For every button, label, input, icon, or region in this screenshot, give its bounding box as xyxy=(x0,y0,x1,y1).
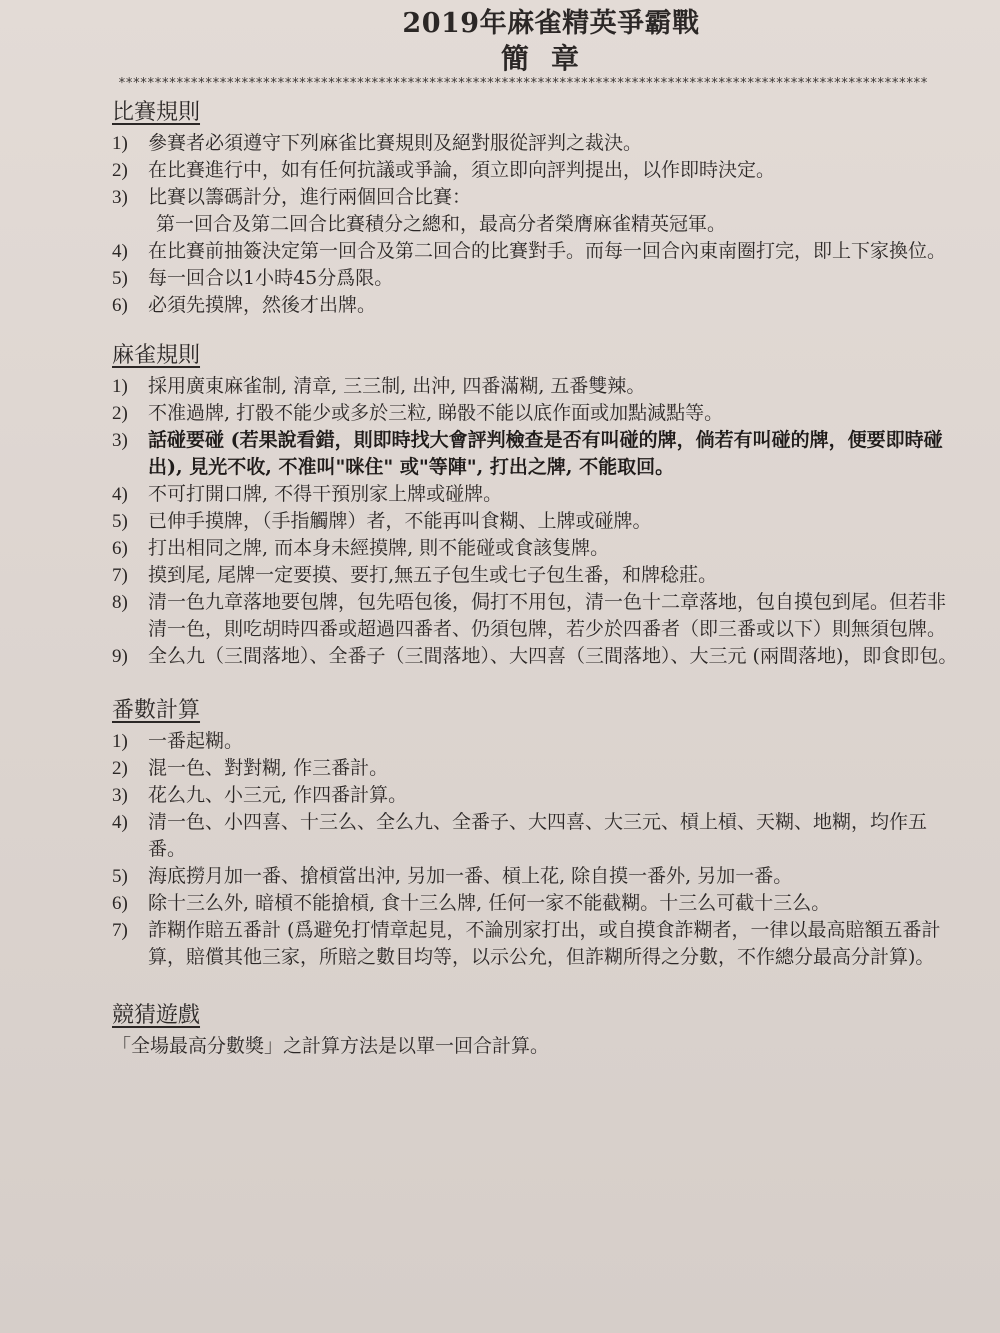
section-heading: 番數計算 xyxy=(112,698,201,723)
item-number: 2) xyxy=(112,758,128,779)
list-item xyxy=(112,157,960,184)
list-item xyxy=(112,755,960,782)
list-item xyxy=(112,400,960,427)
item-number: 3) xyxy=(112,430,128,451)
list-item xyxy=(112,782,960,809)
item-text: 清一色、小四喜、十三么、全么九、全番子、大四喜、大三元、槓上槓、天糊、地糊，均作五番。 xyxy=(148,811,928,860)
list-item xyxy=(112,508,960,535)
list-item xyxy=(112,809,960,863)
item-text: 必須先摸牌，然後才出牌。 xyxy=(148,294,377,316)
document-title: 2019年麻雀精英爭霸戰 xyxy=(402,8,700,39)
item-text: 在比賽前抽簽決定第一回合及第二回合的比賽對手。而每一回合內東南圈打完，即上下家換位。 xyxy=(148,240,947,262)
list-item xyxy=(112,373,960,400)
item-number: 8) xyxy=(112,592,128,613)
section-heading: 麻雀規則 xyxy=(112,343,201,368)
item-text: 比賽以籌碼計分，進行兩個回合比賽： xyxy=(148,186,472,208)
item-number: 5) xyxy=(112,268,128,289)
item-text: 全么九（三間落地）、全番子（三間落地）、大四喜（三間落地）、大三元 (兩間落地)，即食即包。 xyxy=(148,645,958,667)
list-item xyxy=(112,292,960,319)
section-guessing-game xyxy=(112,1001,960,1060)
item-text: 除十三么外, 暗槓不能搶槓, 食十三么牌, 任何一家不能截糊。十三么可截十三么。 xyxy=(148,892,831,914)
section-heading: 比賽規則 xyxy=(112,100,201,125)
item-text: 詐糊作賠五番計 (爲避免打情章起見，不論別家打出，或自摸食詐糊者，一律以最高賠額五番計算，賠償其他三家，所賠之數目均等，以示公允，但詐糊所得之分數，不作總分最高分計算)。 xyxy=(148,919,941,968)
item-text: 一番起糊。 xyxy=(148,730,244,752)
list-item xyxy=(112,481,960,508)
item-text: 參賽者必須遵守下列麻雀比賽規則及絕對服從評判之裁決。 xyxy=(148,132,643,154)
list-item xyxy=(112,238,960,265)
item-subtext: 第一回合及第二回合比賽積分之總和，最高分者榮膺麻雀精英冠軍。 xyxy=(156,213,727,235)
item-text: 話碰要碰 (若果說看錯，則即時找大會評判檢查是否有叫碰的牌，倘若有叫碰的牌，便要即時碰出), 見光不收, 不准叫"咪住" 或"等陣", 打出之牌, 不能取回。 xyxy=(148,429,943,478)
item-text: 不准過牌, 打骰不能少或多於三粒, 睇骰不能以底作面或加點減點等。 xyxy=(148,402,724,424)
item-number: 7) xyxy=(112,565,128,586)
item-number: 1) xyxy=(112,731,128,752)
item-number: 2) xyxy=(112,403,128,424)
item-number: 6) xyxy=(112,893,128,914)
item-text: 花么九、小三元, 作四番計算。 xyxy=(148,784,408,806)
list-item xyxy=(112,643,960,670)
item-number: 1) xyxy=(112,133,128,154)
item-text: 採用廣東麻雀制, 清章, 三三制, 出沖, 四番滿糊, 五番雙辣。 xyxy=(148,375,646,397)
list-item xyxy=(112,562,960,589)
list-item xyxy=(112,917,960,971)
list-item xyxy=(112,890,960,917)
item-number: 6) xyxy=(112,295,128,316)
section-text: 「全場最高分數獎」之計算方法是以單一回合計算。 xyxy=(112,1035,550,1057)
item-text: 打出相同之牌, 而本身未經摸牌, 則不能碰或食該隻牌。 xyxy=(148,537,610,559)
list-item xyxy=(112,728,960,755)
section-competition-rules xyxy=(112,98,960,319)
list-item xyxy=(112,589,960,643)
document-subtitle: 簡章 xyxy=(500,42,601,75)
item-number: 4) xyxy=(112,484,128,505)
item-number: 2) xyxy=(112,160,128,181)
item-text: 清一色九章落地要包牌，包先唔包後，侷打不用包，清一色十二章落地，包自摸包到尾。但若非清一色，則吃胡時四番或超過四番者、仍須包牌，若少於四番者（即三番或以下）則無須包牌。 xyxy=(148,591,947,640)
section-heading: 競猜遊戲 xyxy=(112,1003,201,1028)
item-number: 4) xyxy=(112,812,128,833)
asterisk-divider: **************************************************************************************************************** xyxy=(118,76,928,91)
item-text: 不可打開口牌, 不得干預別家上牌或碰牌。 xyxy=(148,483,503,505)
item-text: 已伸手摸牌，（手指觸牌）者，不能再叫食糊、上牌或碰牌。 xyxy=(148,510,652,532)
item-text: 每一回合以1小時45分爲限。 xyxy=(148,267,394,289)
item-number: 7) xyxy=(112,920,128,941)
item-number: 3) xyxy=(112,785,128,806)
list-item xyxy=(112,265,960,292)
section-fan-calculation xyxy=(112,696,960,971)
item-text: 摸到尾, 尾牌一定要摸、要打,無五子包生或七子包生番，和牌稔莊。 xyxy=(148,564,718,586)
list-item xyxy=(112,130,960,157)
item-number: 4) xyxy=(112,241,128,262)
section-mahjong-rules xyxy=(112,341,960,670)
item-number: 9) xyxy=(112,646,128,667)
item-text: 海底撈月加一番、搶槓當出沖, 另加一番、槓上花, 除自摸一番外, 另加一番。 xyxy=(148,865,793,887)
item-number: 1) xyxy=(112,376,128,397)
list-item xyxy=(112,184,960,238)
item-text: 在比賽進行中，如有任何抗議或爭論，須立即向評判提出，以作即時決定。 xyxy=(148,159,776,181)
list-item xyxy=(112,535,960,562)
item-number: 3) xyxy=(112,187,128,208)
list-item xyxy=(112,863,960,890)
item-number: 6) xyxy=(112,538,128,559)
item-number: 5) xyxy=(112,866,128,887)
item-number: 5) xyxy=(112,511,128,532)
item-text: 混一色、對對糊, 作三番計。 xyxy=(148,757,389,779)
list-item xyxy=(112,427,960,481)
